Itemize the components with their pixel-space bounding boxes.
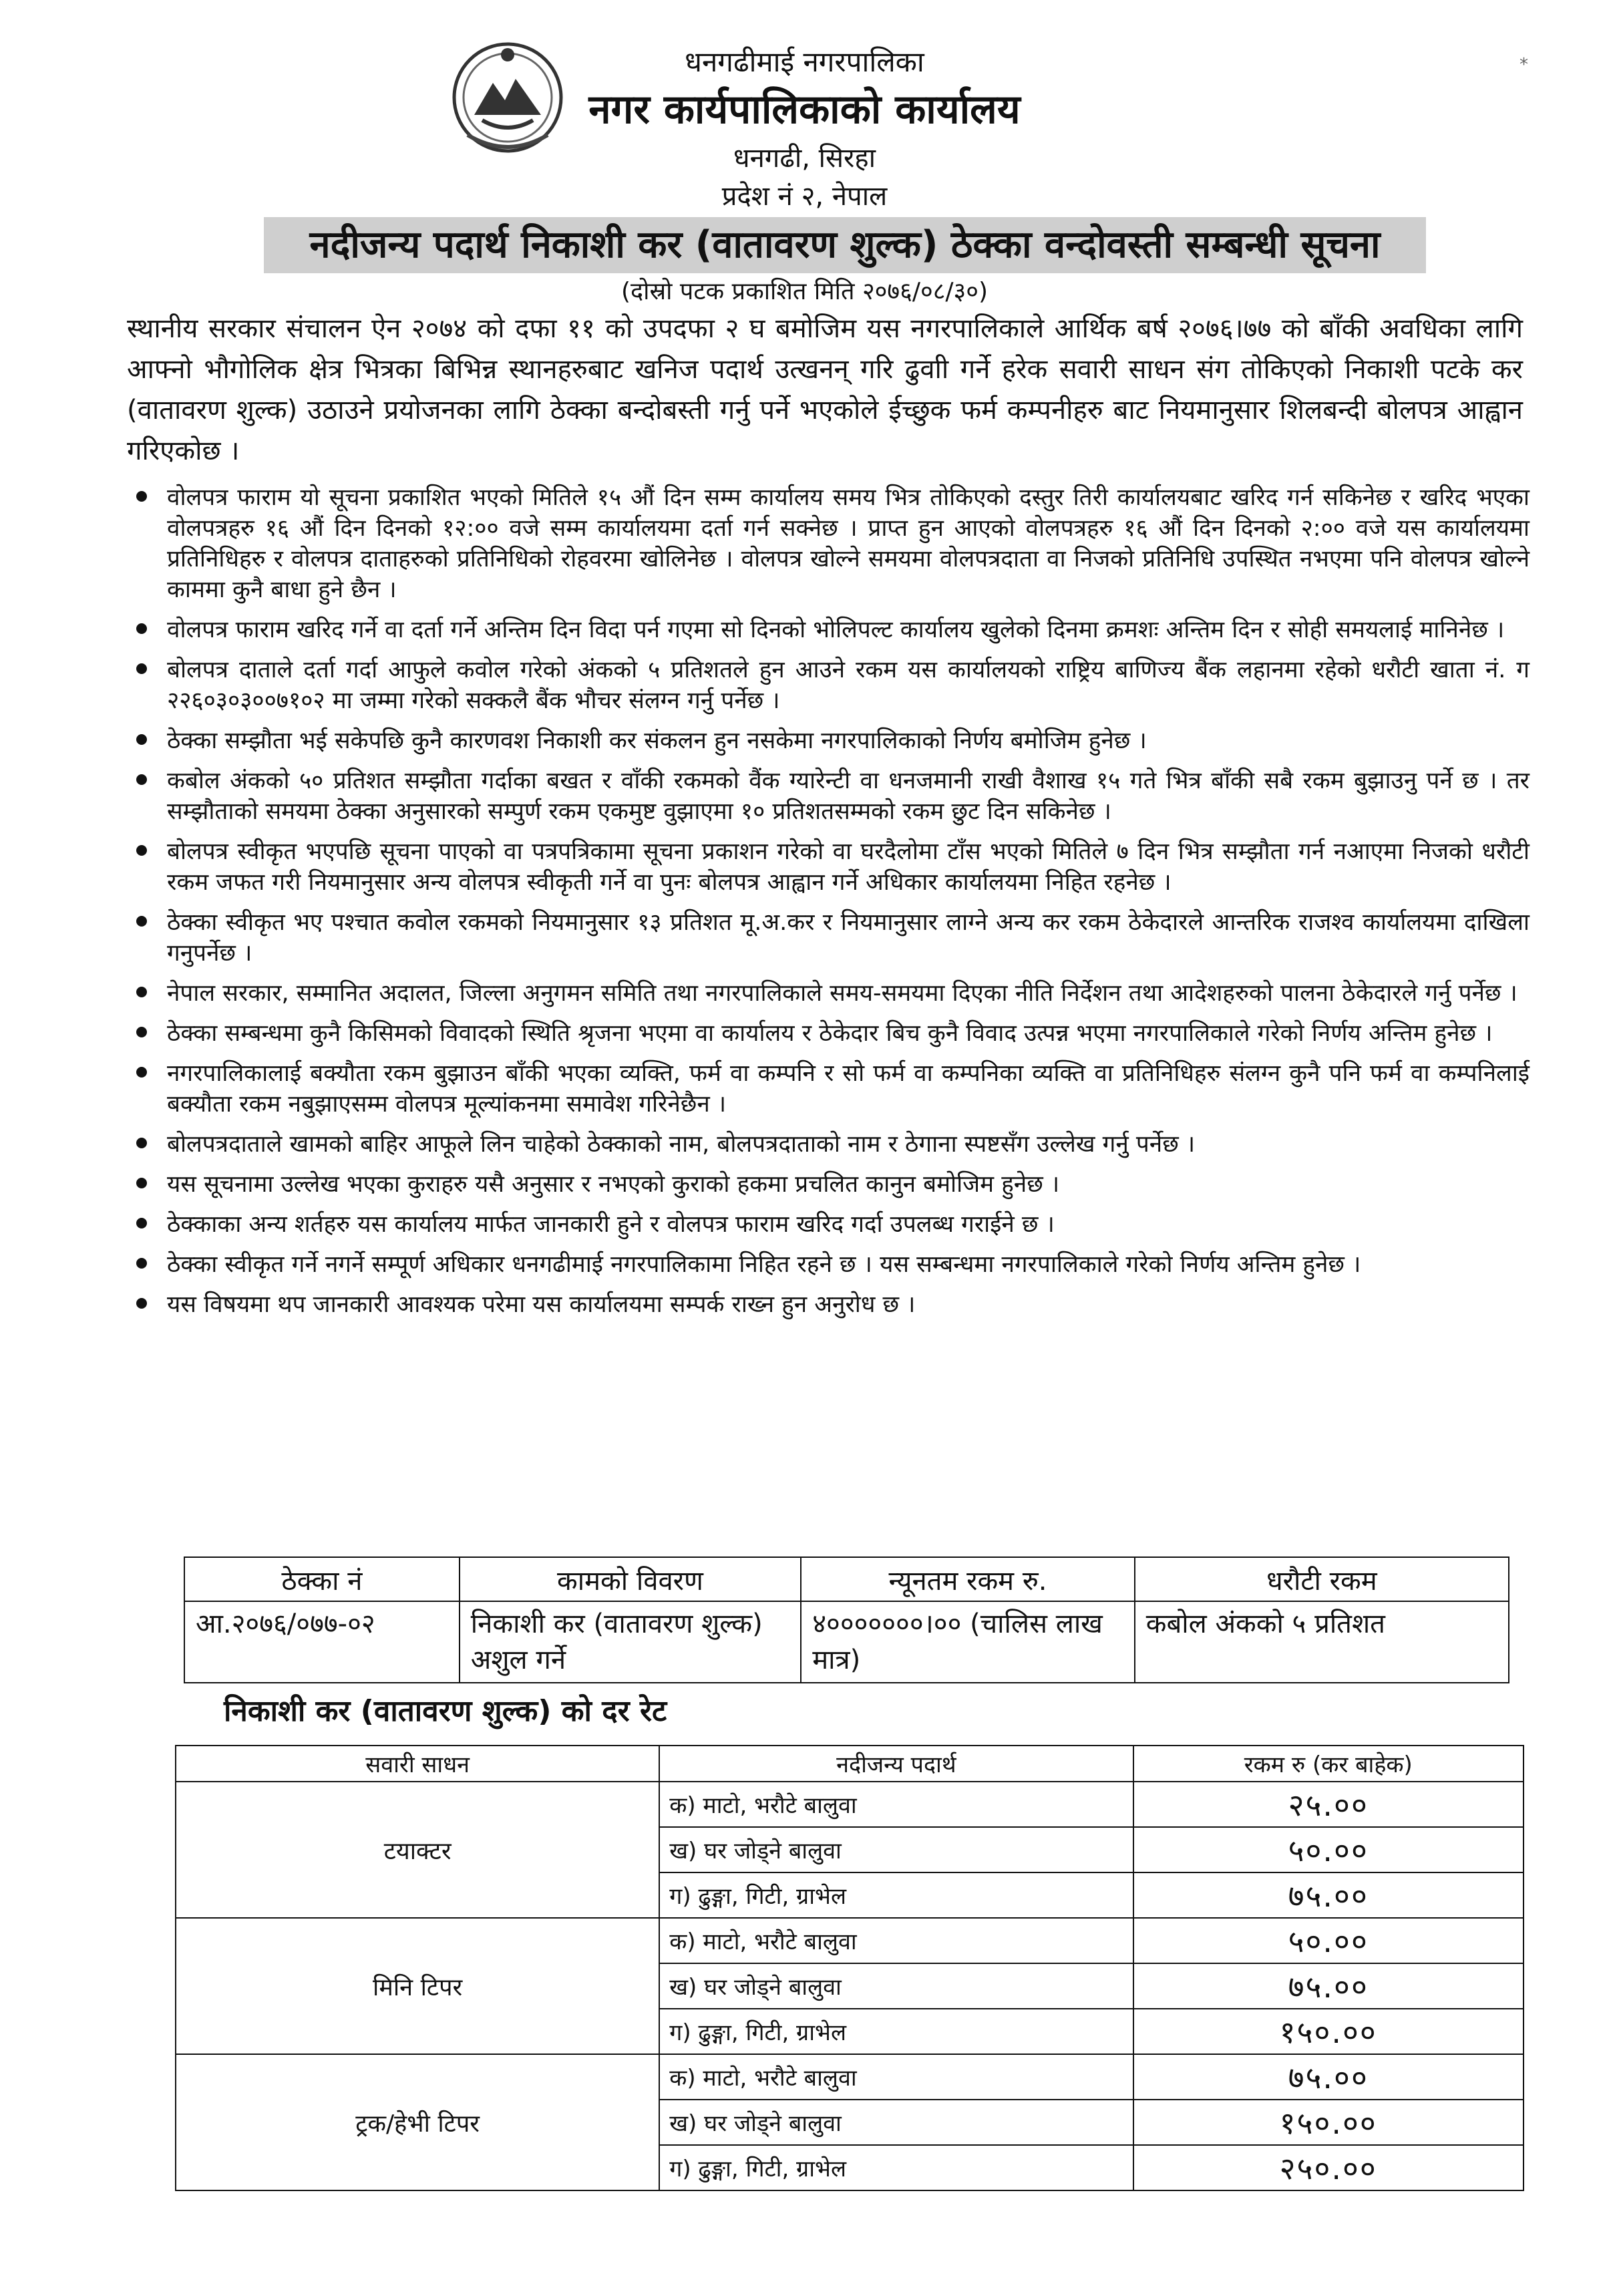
list-item: यस सूचनामा उल्लेख भएका कुराहरु यसै अनुसार र नभएको कुराको हकमा प्रचलित कानुन बमोजिम हुनेछ । bbox=[134, 1169, 1530, 1200]
amount-cell: ७५.०० bbox=[1133, 1963, 1524, 2009]
list-item: नेपाल सरकार, सम्मानित अदालत, जिल्ला अनुगमन समिति तथा नगरपालिकाले समय-समयमा दिएका नीति निर्देशन तथा आदेशहरुको पालना ठेकेदारले गर्नु पर्नेछ । bbox=[134, 978, 1530, 1009]
bullet-icon bbox=[136, 1298, 147, 1309]
list-item: ठेक्काका अन्य शर्तहरु यस कार्यालय मार्फत जानकारी हुने र वोलपत्र फाराम खरिद गर्दा उपलब्ध गराईने छ । bbox=[134, 1209, 1530, 1240]
column-header: सवारी साधन bbox=[176, 1746, 659, 1782]
amount-cell: ७५.०० bbox=[1133, 1872, 1524, 1918]
bullet-icon bbox=[136, 734, 147, 745]
office-name: नगर कार्यपालिकाको कार्यालय bbox=[588, 86, 1021, 133]
bullet-icon bbox=[136, 491, 147, 502]
letterhead bbox=[0, 41, 1609, 215]
column-header: न्यूनतम रकम रु. bbox=[801, 1557, 1135, 1601]
notice-subtitle: (दोस्रो पटक प्रकाशित मिति २०७६/०८/३०) bbox=[620, 278, 989, 305]
bullet-icon bbox=[136, 1138, 147, 1148]
material-cell: ग) ढुङ्गा, गिटी, ग्राभेल bbox=[659, 2009, 1133, 2054]
amount-cell: १५०.०० bbox=[1133, 2100, 1524, 2145]
list-item: वोलपत्र फाराम यो सूचना प्रकाशित भएको मितिले १५ औं दिन सम्म कार्यालय समय भित्र तोकिएको दस्तुर तिरी कार्यालयबाट खरिद गर्न सकिनेछ र खरिद भएका वोलपत्रहरु १६ औं दिन दिनको १२:०० वजे सम्म कार्यालयमा दर्ता गर्न सक्नेछ । प्राप्त हुन आएको वोलपत्रहरु १६ औं दिन दिनको २:०० वजे यस कार्यालयमा प्रतिनिधिहरु र वोलपत्र दाताहरुको प्रतिनिधिको रोहवरमा खोलिनेछ । वोलपत्र खोल्ने समयमा वोलपत्रदाता वा निजको प्रतिनिधि उपस्थित नभएमा पनि वोलपत्र खोल्ने काममा कुनै बाधा हुने छैन । bbox=[134, 482, 1530, 605]
bullet-icon bbox=[136, 845, 147, 856]
material-cell: ग) ढुङ्गा, गिटी, ग्राभेल bbox=[659, 2145, 1133, 2190]
notice-intro: स्थानीय सरकार संचालन ऐन २०७४ को दफा ११ को उपदफा २ घ बमोजिम यस नगरपालिकाले आर्थिक बर्ष २०७६।७७ को बाँकी अवधिका लागि आफ्नो भौगोलिक क्षेत्र भित्रका बिभिन्न स्थानहरुबाट खनिज पदार्थ उत्खनन् गरि ढुवाी गर्ने हरेक सवारी साधन संग तोकिएको निकाशी पटके कर (वातावरण शुल्क) उठाउने प्रयोजनका लागि ठेक्का बन्दोबस्ती गर्नु पर्ने भएकोले ईच्छुक फर्म कम्पनीहरु बाट नियमानुसार शिलबन्दी बोलपत्र आह्वान गरिएकोछ । bbox=[127, 313, 1523, 466]
bullet-icon bbox=[136, 1027, 147, 1037]
rate-table bbox=[175, 1745, 1524, 2191]
office-province: प्रदेश नं २, नेपाल bbox=[721, 181, 888, 212]
material-cell: ख) घर जोड्ने बालुवा bbox=[659, 1963, 1133, 2009]
list-item: ठेक्का सम्झौता भई सकेपछि कुनै कारणवश निकाशी कर संकलन हुन नसकेमा नगरपालिकाको निर्णय बमोजिम हुनेछ । bbox=[134, 725, 1530, 756]
column-header: कामको विवरण bbox=[460, 1557, 801, 1601]
table-cell: कबोल अंकको ५ प्रतिशत bbox=[1135, 1601, 1509, 1683]
table-row bbox=[176, 1782, 1524, 1827]
column-header: धरौटी रकम bbox=[1135, 1557, 1509, 1601]
table-cell: ४०००००००।०० (चालिस लाख मात्र) bbox=[801, 1601, 1135, 1683]
bullet-icon bbox=[136, 1218, 147, 1228]
list-item: बोलपत्र स्वीकृत भएपछि सूचना पाएको वा पत्रपत्रिकामा सूचना प्रकाशन गरेको वा घरदैलोमा टाँस भएको मितिले ७ दिन भित्र सम्झौता गर्न नआएमा निजको धरौटी रकम जफत गरी नियमानुसार अन्य वोलपत्र स्वीकृती गर्ने वा पुनः बोलपत्र आह्वान गर्ने अधिकार कार्यालयमा निहित रहनेछ । bbox=[134, 836, 1530, 898]
material-cell: क) माटो, भरौटे बालुवा bbox=[659, 1782, 1133, 1827]
list-item: बोलपत्रदाताले खामको बाहिर आफूले लिन चाहेको ठेक्काको नाम, बोलपत्रदाताको नाम र ठेगाना स्पष्टसँग उल्लेख गर्नु पर्नेछ । bbox=[134, 1129, 1530, 1160]
material-cell: ख) घर जोड्ने बालुवा bbox=[659, 2100, 1133, 2145]
list-item: ठेक्का स्वीकृत भए पश्चात कवोल रकमको नियमानुसार १३ प्रतिशत मू.अ.कर र नियमानुसार लाग्ने अन्य कर रकम ठेकेदारले आन्तरिक राजश्व कार्यालयमा दाखिला गनुपर्नेछ । bbox=[134, 907, 1530, 969]
contract-table bbox=[184, 1556, 1509, 1683]
column-header: ठेक्का नं bbox=[184, 1557, 460, 1601]
bullet-icon bbox=[136, 987, 147, 997]
amount-cell: ७५.०० bbox=[1133, 2054, 1524, 2100]
table-header-row bbox=[176, 1746, 1524, 1782]
bullet-icon bbox=[136, 774, 147, 785]
amount-cell: २५.०० bbox=[1133, 1782, 1524, 1827]
table-cell: निकाशी कर (वातावरण शुल्क) अशुल गर्ने bbox=[460, 1601, 801, 1683]
office-address: धनगढी, सिरहा bbox=[733, 143, 876, 174]
column-header: रकम रु (कर बाहेक) bbox=[1133, 1746, 1524, 1782]
notice-title: नदीजन्य पदार्थ निकाशी कर (वातावरण शुल्क) ठेक्का वन्दोवस्ती सम्बन्धी सूचना bbox=[264, 217, 1426, 273]
list-item: यस विषयमा थप जानकारी आवश्यक परेमा यस कार्यालयमा सम्पर्क राख्न हुन अनुरोध छ । bbox=[134, 1289, 1530, 1320]
list-item: बोलपत्र दाताले दर्ता गर्दा आफुले कवोल गरेको अंकको ५ प्रतिशतले हुन आउने रकम यस कार्यालयको राष्ट्रिय बाणिज्य बैंक लहानमा रहेको धरौटी खाता नं. ग २२६०३०३००७१०२ मा जम्मा गरेको सक्कलै बैंक भौचर संलग्न गर्नु पर्नेछ । bbox=[134, 655, 1530, 716]
table-cell: आ.२०७६/०७७-०२ bbox=[184, 1601, 460, 1683]
material-cell: क) माटो, भरौटे बालुवा bbox=[659, 1918, 1133, 1963]
column-header: नदीजन्य पदार्थ bbox=[659, 1746, 1133, 1782]
bullet-icon bbox=[136, 623, 147, 634]
rate-table-title: निकाशी कर (वातावरण शुल्क) को दर रेट bbox=[224, 1694, 667, 1728]
list-item: ठेक्का स्वीकृत गर्ने नगर्ने सम्पूर्ण अधिकार धनगढीमाई नगरपालिकामा निहित रहने छ । यस सम्बन्धमा नगरपालिकाले गरेको निर्णय अन्तिम हुनेछ । bbox=[134, 1249, 1530, 1280]
bullet-icon bbox=[136, 1258, 147, 1269]
list-item: ठेक्का सम्बन्धमा कुनै किसिमको विवादको स्थिति श्रृजना भएमा वा कार्यालय र ठेकेदार बिच कुनै विवाद उत्पन्न भएमा नगरपालिकाले गरेको निर्णय अन्तिम हुनेछ । bbox=[134, 1018, 1530, 1049]
table-header-row bbox=[184, 1557, 1509, 1601]
material-cell: ग) ढुङ्गा, गिटी, ग्राभेल bbox=[659, 1872, 1133, 1918]
amount-cell: २५०.०० bbox=[1133, 2145, 1524, 2190]
list-item: वोलपत्र फाराम खरिद गर्ने वा दर्ता गर्ने अन्तिम दिन विदा पर्न गएमा सो दिनको भोलिपल्ट कार्यालय खुलेको दिनमा क्रमशः अन्तिम दिन र सोही समयलाई मानिनेछ । bbox=[134, 615, 1530, 645]
bullet-icon bbox=[136, 916, 147, 927]
table-row bbox=[176, 1918, 1524, 1963]
amount-cell: ५०.०० bbox=[1133, 1827, 1524, 1872]
corner-mark: * bbox=[1519, 55, 1528, 75]
amount-cell: १५०.०० bbox=[1133, 2009, 1524, 2054]
bullet-icon bbox=[136, 1178, 147, 1188]
list-item: कबोल अंकको ५० प्रतिशत सम्झौता गर्दाका बखत र वाँकी रकमको वैंक ग्यारेन्टी वा धनजमानी राखी वैशाख १५ गते भित्र बाँकी सबै रकम बुझाउनु पर्ने छ । तर सम्झौताको समयमा ठेक्का अनुसारको सम्पुर्ण रकम एकमुष्ट वुझाएमा १० प्रतिशतसम्मको रकम छुट दिन सकिनेछ । bbox=[134, 766, 1530, 827]
vehicle-cell: टयाक्टर bbox=[176, 1782, 659, 1918]
bullet-icon bbox=[136, 1067, 147, 1078]
notice-conditions bbox=[134, 482, 1530, 1329]
material-cell: क) माटो, भरौटे बालुवा bbox=[659, 2054, 1133, 2100]
vehicle-cell: ट्रक/हेभी टिपर bbox=[176, 2054, 659, 2190]
amount-cell: ५०.०० bbox=[1133, 1918, 1524, 1963]
municipality-name: धनगढीमाई नगरपालिका bbox=[685, 45, 924, 78]
vehicle-cell: मिनि टिपर bbox=[176, 1918, 659, 2054]
bullet-icon bbox=[136, 663, 147, 674]
table-row bbox=[184, 1601, 1509, 1683]
table-row bbox=[176, 2054, 1524, 2100]
material-cell: ख) घर जोड्ने बालुवा bbox=[659, 1827, 1133, 1872]
list-item: नगरपालिकालाई बक्यौता रकम बुझाउन बाँकी भएका व्यक्ति, फर्म वा कम्पनि र सो फर्म वा कम्पनिका व्यक्ति वा प्रतिनिधिहरु संलग्न कुनै पनि फर्म वा कम्पनिलाई बक्यौता रकम नबुझाएसम्म वोलपत्र मूल्यांकनमा समावेश गरिनेछैन । bbox=[134, 1058, 1530, 1120]
